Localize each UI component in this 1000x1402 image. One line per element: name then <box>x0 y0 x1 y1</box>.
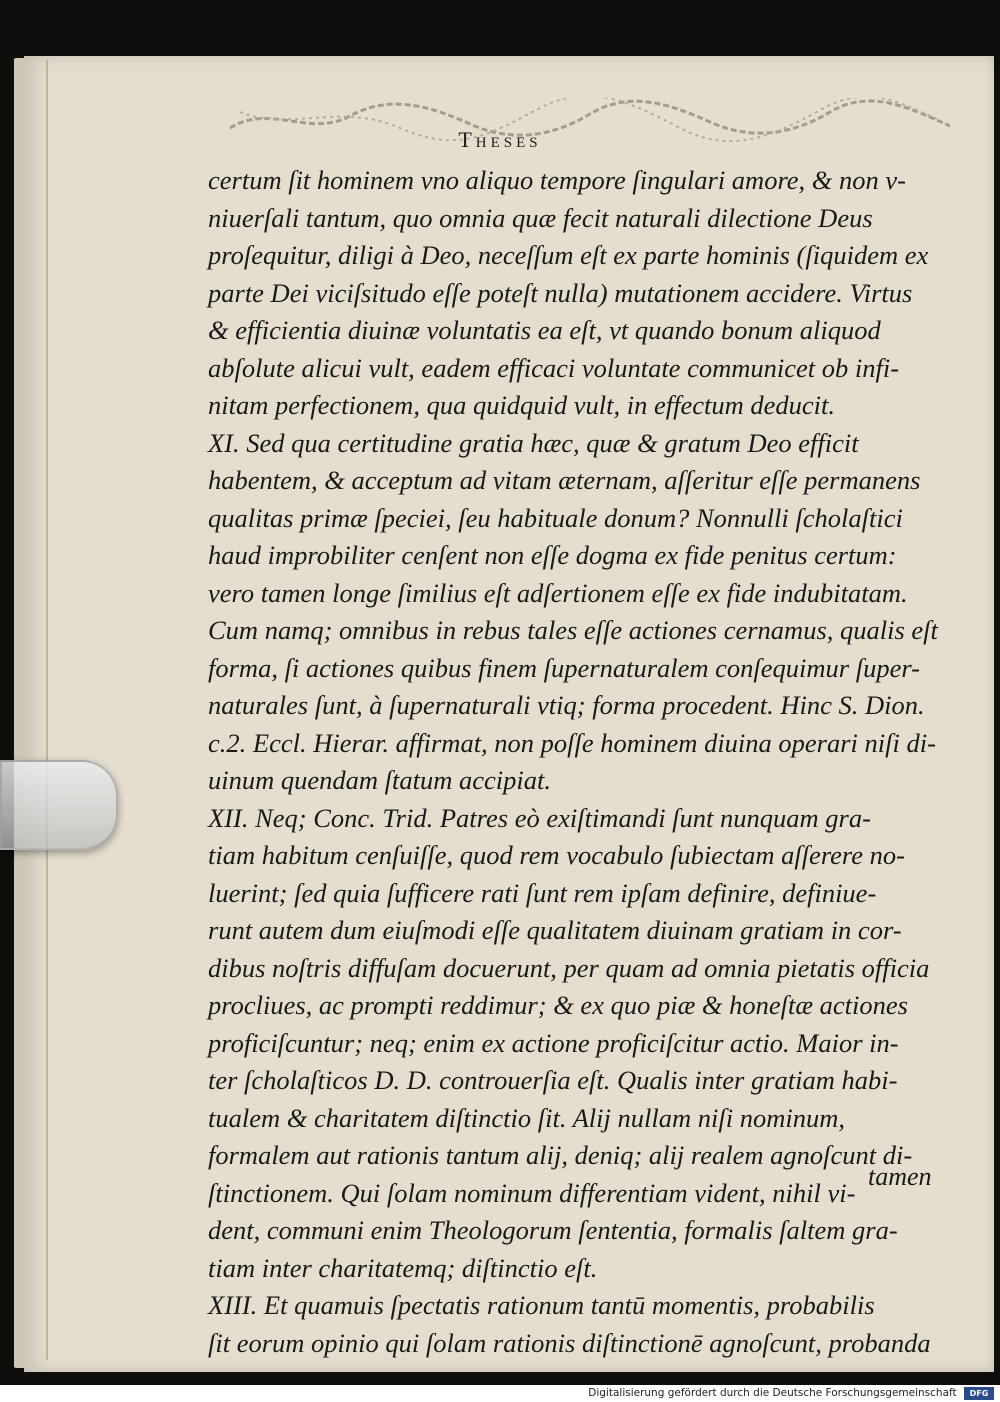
running-head: Theses <box>458 127 542 152</box>
text-line: ſit eorum opinio qui ſolam rationis diſtinctionē agnoſcunt, probanda <box>208 1327 931 1358</box>
text-line: forma, ſi actiones quibus finem ſupernaturalem conſequimur ſuper- <box>208 652 920 683</box>
body-text <box>208 162 938 1362</box>
text-line: naturales ſunt, à ſupernaturali vtiq; forma procedent. Hinc S. Dion. <box>208 690 925 720</box>
text-line: abſolute alicui vult, eadem efficaci voluntate communicet ob infi- <box>208 352 900 383</box>
text-line: qualitas primæ ſpeciei, ſeu habituale donum? Nonnulli ſcholaſtici <box>208 502 903 533</box>
text-line: luerint; ſed quia ſufficere rati ſunt rem ipſam definire, definiue- <box>208 877 877 908</box>
catchword: tamen <box>868 1162 932 1191</box>
footer-credit: Digitalisierung gefördert durch die Deutsche Forschungsgemeinschaft <box>588 1387 957 1399</box>
text-line: Cum namq; omnibus in rebus tales eſſe actiones cernamus, qualis eſt <box>208 615 938 645</box>
text-line: niuerſali tantum, quo omnia quæ fecit naturali dilectione Deus <box>208 202 873 233</box>
text-line: proſequitur, diligi à Deo, neceſſum eſt ex parte hominis (ſiquidem ex <box>208 240 929 270</box>
text-line: uinum quendam ſtatum accipiat. <box>208 765 551 795</box>
text-line: & efficientia diuinæ voluntatis ea eſt, vt quando bonum aliquod <box>208 315 881 345</box>
text-line: XIII. Et quamuis ſpectatis rationum tantū momentis, probabilis <box>208 1290 875 1320</box>
text-line: habentem, & acceptum ad vitam æternam, aſſeritur eſſe permanens <box>208 465 921 495</box>
text-line: vero tamen longe ſimilius eſt adſertionem eſſe ex fide indubitatam. <box>208 577 908 608</box>
text-line: runt autem dum eiuſmodi eſſe qualitatem diuinam gratiam in cor- <box>208 915 902 945</box>
text-line: haud improbiliter cenſent non eſſe dogma ex fide penitus certum: <box>208 540 897 570</box>
page-fold-line <box>46 60 48 1360</box>
text-line: tiam inter charitatemq; diſtinctio eſt. <box>208 1252 598 1283</box>
text-line: XII. Neq; Conc. Trid. Patres eò exiſtimandi ſunt nunquam gra- <box>208 802 871 833</box>
text-line: nitam perfectionem, qua quidquid vult, in effectum deducit. <box>208 390 836 420</box>
text-line: procliues, ac prompti reddimur; & ex quo piæ & honeſtæ actiones <box>208 990 908 1020</box>
text-line: ſtinctionem. Qui ſolam nominum differentiam vident, nihil vi- <box>208 1177 856 1208</box>
page-clip <box>0 760 118 850</box>
text-line: dent, communi enim Theologorum ſententia, formalis ſaltem gra- <box>208 1215 898 1245</box>
text-line: tiam habitum cenſuiſſe, quod rem vocabulo ſubiectam aſſerere no- <box>208 840 905 870</box>
footer-bar <box>0 1385 1000 1402</box>
text-line: parte Dei viciſsitudo eſſe poteſt nulla) mutationem accidere. Virtus <box>208 277 913 308</box>
text-line: c.2. Eccl. Hierar. affirmat, non poſſe hominem diuina operari niſi di- <box>208 727 936 758</box>
text-line: XI. Sed qua certitudine gratia hæc, quæ & gratum Deo efficit <box>208 427 859 458</box>
dfg-logo-icon: DFG <box>964 1387 994 1400</box>
text-line: proficiſcuntur; neq; enim ex actione proficiſcitur actio. Maior in- <box>208 1027 899 1058</box>
text-line: dibus noſtris diffuſam docuerunt, per quam ad omnia pietatis officia <box>208 952 930 983</box>
text-line: tualem & charitatem diſtinctio ſit. Alij nullam niſi nominum, <box>208 1102 845 1133</box>
text-line: formalem aut rationis tantum alij, deniq; alij realem agnoſcunt di- <box>208 1140 913 1170</box>
text-line: ter ſcholaſticos D. D. controuerſia eſt. Qualis inter gratiam habi- <box>208 1065 898 1095</box>
text-line: certum ſit hominem vno aliquo tempore ſingulari amore, & non v- <box>208 165 906 195</box>
